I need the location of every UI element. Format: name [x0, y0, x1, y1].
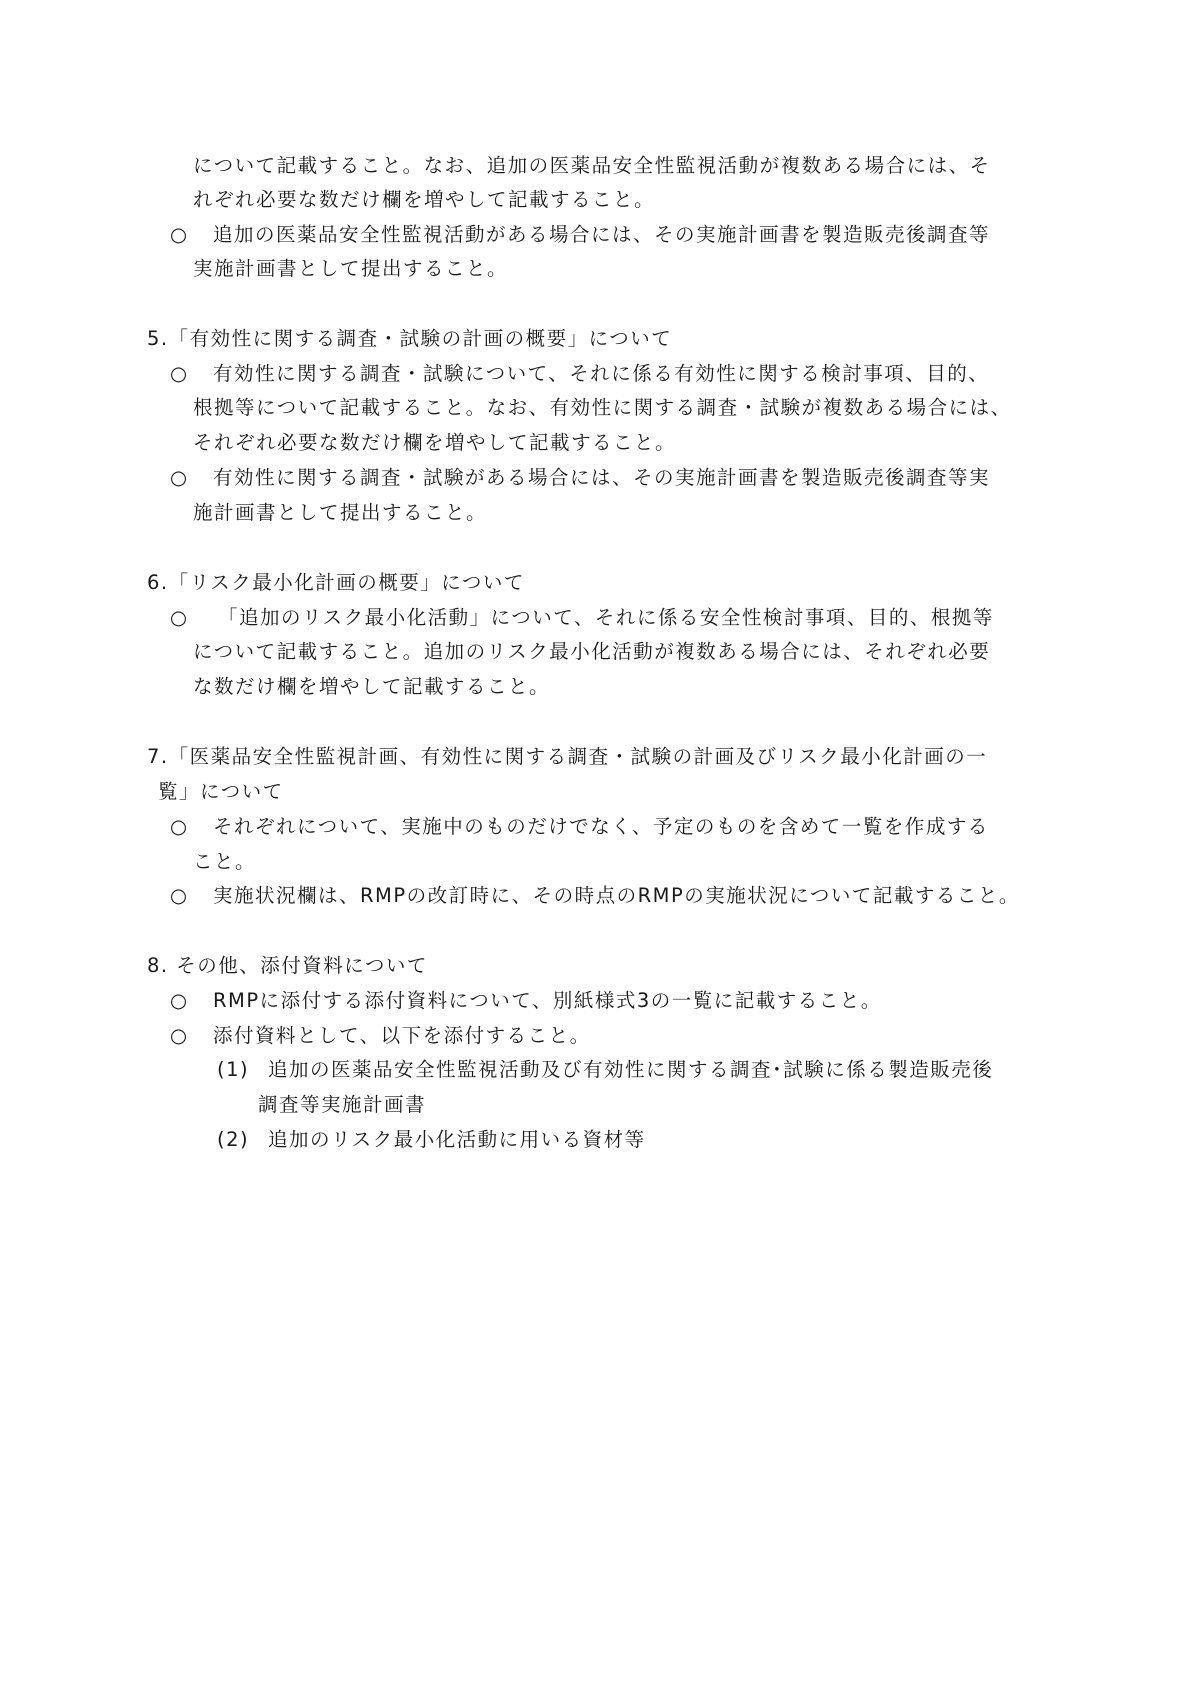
section8-sub2-line-1: 追加のリスク最小化活動に用いる資材等 — [268, 1128, 646, 1151]
section5-item2-line-1: 有効性に関する調査・試験がある場合には、その実施計画書を製造販売後調査等実 — [213, 466, 991, 489]
section8-heading: 8. その他、添付資料について — [147, 954, 428, 977]
bullet-circle-icon: ○ — [170, 815, 188, 838]
section5-item2-line-2: 施計画書として提出すること。 — [193, 501, 488, 524]
section6-item1-line-1: 「追加のリスク最小化活動」について、それに係る安全性検討事項、目的、根拠等 — [218, 606, 994, 629]
section7-item2-line-1: 実施状況欄は、RMPの改訂時に、その時点のRMPの実施状況について記載すること。 — [213, 884, 1020, 907]
intro-line-2: れぞれ必要な数だけ欄を増やして記載すること。 — [193, 188, 656, 211]
section7-item1-line-1: それぞれについて、実施中のものだけでなく、予定のものを含めて一覧を作成する — [213, 815, 989, 838]
bullet-circle-icon: ○ — [170, 466, 188, 489]
section5-item1-line-2: 根拠等について記載すること。なお、有効性に関する調査・試験が複数ある場合には、 — [193, 396, 1012, 419]
section8-item1-line-1: RMPに添付する添付資料について、別紙様式3の一覧に記載すること。 — [213, 989, 882, 1012]
section8-sub1-number: (1) — [217, 1058, 250, 1081]
intro-item1-line-2: 実施計画書として提出すること。 — [193, 257, 509, 280]
section5-heading: 5.「有効性に関する調査・試験の計画の概要」について — [147, 327, 673, 350]
section5-item1-line-3: それぞれ必要な数だけ欄を増やして記載すること。 — [193, 431, 677, 454]
section7-heading-line-1: 7.「医薬品安全性監視計画、有効性に関する調査・試験の計画及びリスク最小化計画の一 — [147, 745, 988, 768]
bullet-circle-icon: ○ — [170, 1024, 188, 1047]
section6-item1-line-3: な数だけ欄を増やして記載すること。 — [193, 675, 551, 698]
section7-item1-line-2: こと。 — [193, 850, 257, 873]
section6-item1-line-2: について記載すること。追加のリスク最小化活動が複数ある場合には、それぞれ必要 — [193, 640, 991, 663]
intro-line-1: について記載すること。なお、追加の医薬品安全性監視活動が複数ある場合には、そ — [193, 154, 991, 177]
section8-sub2-number: (2) — [217, 1128, 250, 1151]
bullet-circle-icon: ○ — [170, 884, 188, 907]
bullet-circle-icon: ○ — [170, 362, 188, 385]
section5-item1-line-1: 有効性に関する調査・試験について、それに係る有効性に関する検討事項、目的、 — [213, 362, 990, 385]
section8-sub1-line-2: 調査等実施計画書 — [258, 1093, 427, 1116]
section7-heading-line-2: 覧」について — [158, 780, 284, 803]
section6-heading: 6.「リスク最小化計画の概要」について — [147, 571, 525, 594]
bullet-circle-icon: ○ — [170, 223, 188, 246]
bullet-circle-icon: ○ — [170, 606, 188, 629]
section8-sub1-line-1: 追加の医薬品安全性監視活動及び有効性に関する調査･試験に係る製造販売後 — [268, 1058, 994, 1081]
intro-item1-line-1: 追加の医薬品安全性監視活動がある場合には、その実施計画書を製造販売後調査等 — [213, 223, 991, 246]
bullet-circle-icon: ○ — [170, 989, 188, 1012]
section8-item2-line-1: 添付資料として、以下を添付すること。 — [213, 1024, 591, 1047]
